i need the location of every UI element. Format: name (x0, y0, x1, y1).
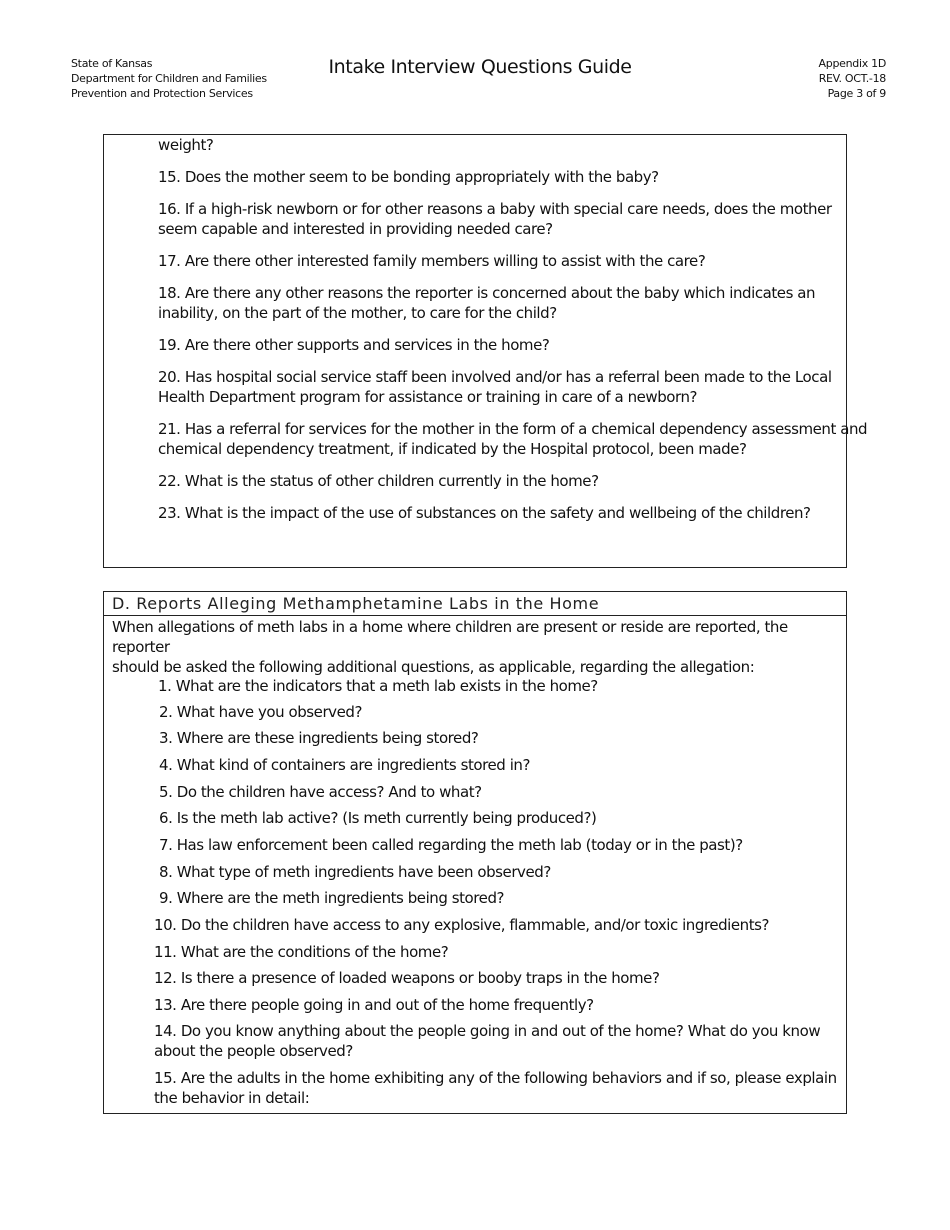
meth-lab-question-line: 8. What type of meth ingredients have been observed? (159, 863, 551, 881)
newborn-questions-box (103, 134, 868, 568)
newborn-question-line: 22. What is the status of other children currently in the home? (158, 472, 599, 490)
newborn-question-line: 16. If a high-risk newborn or for other reasons a baby with special care needs, does the mother (158, 200, 832, 218)
newborn-question-line: Health Department program for assistance or training in care of a newborn? (158, 388, 698, 406)
newborn-question-item (158, 471, 599, 491)
meth-lab-question-line: 14. Do you know anything about the people going in and out of the home? What do you know (154, 1022, 821, 1040)
meth-lab-question-item (154, 968, 659, 988)
meth-lab-question-line: 9. Where are the meth ingredients being stored? (159, 889, 505, 907)
newborn-question-line: 15. Does the mother seem to be bonding appropriately with the baby? (158, 168, 659, 186)
meth-lab-question-line: 3. Where are these ingredients being stored? (159, 729, 479, 747)
agency-division: Prevention and Protection Services (71, 87, 253, 100)
newborn-question-item (158, 283, 815, 323)
meth-lab-question-item (158, 676, 598, 696)
newborn-question-line: 19. Are there other supports and services in the home? (158, 336, 550, 354)
meth-lab-question-item (154, 942, 448, 962)
meth-lab-question-line: 2. What have you observed? (159, 703, 362, 721)
newborn-question-item (158, 503, 811, 523)
meth-lab-question-item (159, 888, 504, 908)
meth-lab-question-item (159, 702, 362, 722)
meth-lab-question-line: 6. Is the meth lab active? (Is meth currently being produced?) (159, 809, 597, 827)
newborn-question-line: chemical dependency treatment, if indicated by the Hospital protocol, been made? (158, 440, 747, 458)
meth-lab-question-item (159, 835, 743, 855)
meth-lab-question-line: the behavior in detail: (154, 1089, 310, 1107)
newborn-question-line: 23. What is the impact of the use of substances on the safety and wellbeing of the children? (158, 504, 811, 522)
document-info (819, 56, 886, 101)
page-number: Page 3 of 9 (827, 87, 886, 100)
newborn-question-item (158, 419, 867, 459)
continued-line: weight? (158, 136, 214, 154)
meth-lab-question-line: 1. What are the indicators that a meth lab exists in the home? (158, 677, 598, 695)
meth-lab-question-line: 11. What are the conditions of the home? (154, 943, 449, 961)
meth-lab-question-line: about the people observed? (154, 1042, 353, 1060)
meth-lab-question-item (159, 755, 530, 775)
revision-label: REV. OCT.-18 (818, 72, 886, 85)
meth-lab-question-line: 7. Has law enforcement been called regarding the meth lab (today or in the past)? (159, 836, 743, 854)
newborn-question-item (158, 367, 832, 407)
newborn-question-item (158, 199, 832, 239)
section-intro: When allegations of meth labs in a home where children are present or reside are reported, the reporter should be asked the following additional questions, as applicable, regarding the allegation: (112, 618, 788, 676)
agency-state: State of Kansas (71, 57, 153, 70)
newborn-question-line: 17. Are there other interested family members willing to assist with the care? (158, 252, 706, 270)
newborn-question-line: 20. Has hospital social service staff been involved and/or has a referral been made to the Local (158, 368, 832, 386)
newborn-question-item (158, 251, 705, 271)
meth-lab-question-line: 15. Are the adults in the home exhibiting any of the following behaviors and if so, please explain (154, 1069, 837, 1087)
meth-lab-question-item (154, 1068, 837, 1108)
meth-lab-question-line: 13. Are there people going in and out of the home frequently? (154, 996, 594, 1014)
meth-lab-question-item (154, 1021, 820, 1061)
meth-lab-question-item (159, 782, 482, 802)
meth-lab-question-line: 5. Do the children have access? And to what? (159, 783, 482, 801)
newborn-question-line: inability, on the part of the mother, to care for the child? (158, 304, 557, 322)
meth-lab-question-line: 10. Do the children have access to any explosive, flammable, and/or toxic ingredients? (154, 916, 770, 934)
newborn-question-item (158, 335, 549, 355)
meth-lab-question-item (159, 728, 478, 748)
newborn-question-line: 21. Has a referral for services for the mother in the form of a chemical dependency assessment and (158, 420, 868, 438)
meth-lab-question-item (159, 808, 596, 828)
section-title: D. Reports Alleging Methamphetamine Labs in the Home (104, 592, 846, 616)
newborn-question-line: seem capable and interested in providing needed care? (158, 220, 553, 238)
meth-lab-question-item (154, 915, 769, 935)
agency-department: Department for Children and Families (71, 72, 267, 85)
meth-lab-question-line: 4. What kind of containers are ingredients stored in? (159, 756, 530, 774)
newborn-question-line: 18. Are there any other reasons the reporter is concerned about the baby which indicates an (158, 284, 816, 302)
page-title: Intake Interview Questions Guide (328, 56, 632, 78)
appendix-label: Appendix 1D (818, 57, 886, 70)
meth-lab-question-item (159, 862, 551, 882)
newborn-question-item (158, 167, 659, 187)
meth-lab-section (103, 591, 847, 1114)
meth-lab-question-item (154, 995, 594, 1015)
meth-lab-question-line: 12. Is there a presence of loaded weapons or booby traps in the home? (154, 969, 660, 987)
